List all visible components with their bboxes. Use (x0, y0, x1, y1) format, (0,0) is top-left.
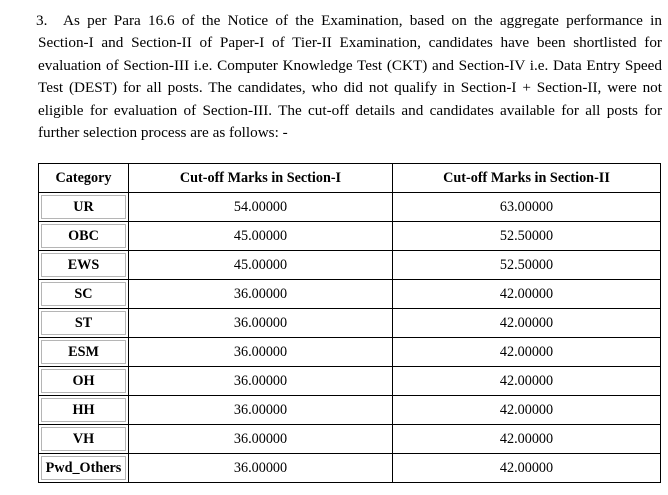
section1-cell: 36.00000 (129, 454, 393, 483)
header-category: Category (39, 164, 129, 193)
table-header-row (39, 164, 661, 193)
table-row (39, 367, 661, 396)
table-row (39, 251, 661, 280)
section2-cell: 42.00000 (393, 425, 661, 454)
section1-cell: 36.00000 (129, 367, 393, 396)
category-cell (39, 367, 129, 396)
table-row (39, 309, 661, 338)
table-row (39, 425, 661, 454)
section1-cell: 54.00000 (129, 193, 393, 222)
section1-cell: 45.00000 (129, 251, 393, 280)
section2-cell: 42.00000 (393, 338, 661, 367)
category-cell (39, 251, 129, 280)
category-cell (39, 396, 129, 425)
paragraph-number: 3. (36, 12, 48, 29)
notice-paragraph (38, 10, 662, 144)
table-row (39, 193, 661, 222)
header-section1: Cut-off Marks in Section-I (129, 164, 393, 193)
section1-cell: 36.00000 (129, 338, 393, 367)
section1-cell: 36.00000 (129, 280, 393, 309)
section1-cell: 36.00000 (129, 425, 393, 454)
section2-cell: 42.00000 (393, 367, 661, 396)
category-label: UR (41, 195, 126, 219)
category-cell (39, 425, 129, 454)
section2-cell: 52.50000 (393, 222, 661, 251)
category-cell (39, 280, 129, 309)
section1-cell: 36.00000 (129, 396, 393, 425)
category-cell (39, 309, 129, 338)
category-cell (39, 222, 129, 251)
table-row (39, 338, 661, 367)
paragraph-text: As per Para 16.6 of the Notice of the Examination, based on the aggregate performance in Section-I and Section-II of Paper-I of Tier-II Examination, candidates have been shortlisted for evaluation of Section-III i.e. Computer Knowledge Test (CKT) and Section-IV i.e. Data Entry Speed Test (DEST) for all posts. The candidates, who did not qualify in Section-I + Section-II, were not eligible for evaluation of Section-III. The cut-off details and candidates available for all posts for further selection process are as follows: - (38, 12, 662, 142)
section1-cell: 45.00000 (129, 222, 393, 251)
section1-cell: 36.00000 (129, 309, 393, 338)
section2-cell: 42.00000 (393, 454, 661, 483)
category-label: SC (41, 282, 126, 306)
table-row (39, 396, 661, 425)
cutoff-table (38, 163, 661, 483)
section2-cell: 52.50000 (393, 251, 661, 280)
category-label: OBC (41, 224, 126, 248)
section2-cell: 42.00000 (393, 280, 661, 309)
category-label: OH (41, 369, 126, 393)
category-label: ESM (41, 340, 126, 364)
section2-cell: 63.00000 (393, 193, 661, 222)
category-cell (39, 193, 129, 222)
category-label: VH (41, 427, 126, 451)
category-label: ST (41, 311, 126, 335)
table-row (39, 222, 661, 251)
category-cell (39, 338, 129, 367)
section2-cell: 42.00000 (393, 309, 661, 338)
category-cell (39, 454, 129, 483)
section2-cell: 42.00000 (393, 396, 661, 425)
category-label: HH (41, 398, 126, 422)
header-section2: Cut-off Marks in Section-II (393, 164, 661, 193)
category-label: Pwd_Others (41, 456, 126, 480)
table-row (39, 280, 661, 309)
table-row (39, 454, 661, 483)
category-label: EWS (41, 253, 126, 277)
